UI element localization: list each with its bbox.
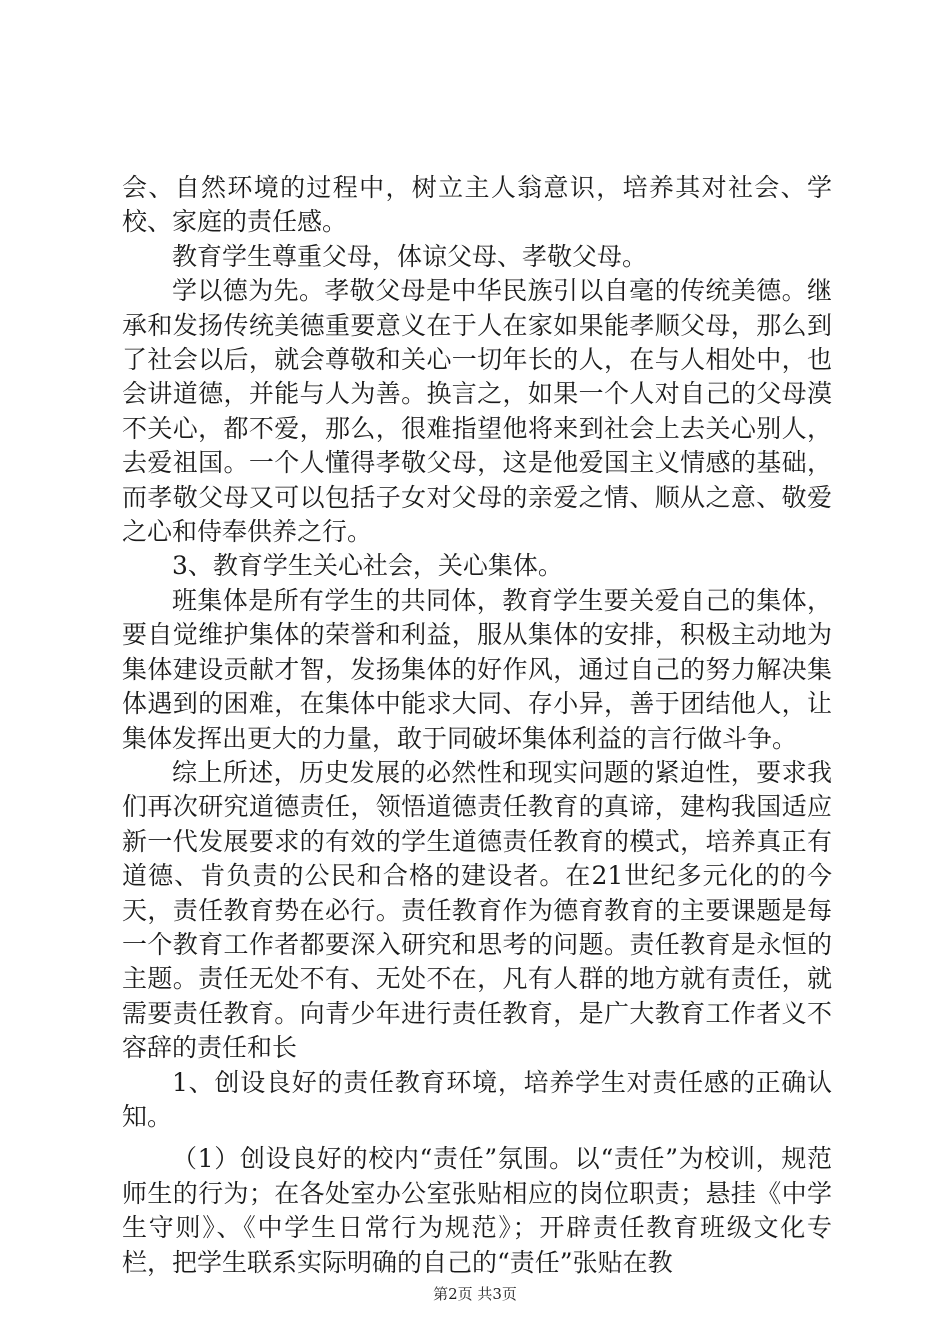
- document-body: [122, 171, 832, 1280]
- paragraph-2: 教育学生尊重父母，体谅父母、孝敬父母。: [172, 241, 648, 271]
- paragraph-3: 学以德为先。孝敬父母是中华民族引以自毫的传统美德。继承和发扬传统美德重要意义在于人在家如果能孝顺父母，那么到了社会以后，就会尊敬和关心一切年长的人，在与人相处中，也会讲道德，并能与人为善。换言之，如果一个人对自己的父母漠不关心，都不爱，那么，很难指望他将来到社会上去关心别人，去爱祖国。一个人懂得孝敬父母，这是他爱国主义情感的基础，而孝敬父母又可以包括子女对父母的亲爱之情、顺从之意、敬爱之心和侍奉供养之行。: [122, 276, 832, 547]
- paragraph-1: 会、自然环境的过程中，树立主人翁意识，培养其对社会、学校、家庭的责任感。: [122, 173, 832, 237]
- paragraph-6: 综上所述，历史发展的必然性和现实问题的紧迫性，要求我们再次研究道德责任，领悟道德责任教育的真谛，建构我国适应新一代发展要求的有效的学生道德责任教育的模式，培养真正有道德、肯负责的公民和合格的建设者。在21世纪多元化的的今天，责任教育势在必行。责任教育作为德育教育的主要课题是每一个教育工作者都要深入研究和思考的问题。责任教育是永恒的主题。责任无处不有、无处不在，凡有人群的地方就有责任，就需要责任教育。向青少年进行责任教育，是广大教育工作者义不容辞的责任和长: [122, 757, 832, 1063]
- paragraph-8: （1）创设良好的校内“责任”氛围。以“责任”为校训，规范师生的行为；在各处室办公室张贴相应的岗位职责；悬挂《中学生守则》、《中学生日常行为规范》；开辟责任教育班级文化专栏，把学生联系实际明确的自己的“责任”张贴在教: [122, 1144, 832, 1277]
- page-number-footer: 第2页 共3页: [433, 1285, 517, 1303]
- paragraph-5: 班集体是所有学生的共同体，教育学生要关爱自己的集体，要自觉维护集体的荣誉和利益，服从集体的安排，积极主动地为集体建设贡献才智，发扬集体的好作风，通过自己的努力解决集体遇到的困难，在集体中能求大同、存小异，善于团结他人，让集体发挥出更大的力量，敢于同破坏集体利益的言行做斗争。: [122, 585, 832, 753]
- paragraph-7: 1、创设良好的责任教育环境，培养学生对责任感的正确认知。: [122, 1067, 832, 1131]
- paragraph-4: 3、教育学生关心社会，关心集体。: [172, 551, 563, 581]
